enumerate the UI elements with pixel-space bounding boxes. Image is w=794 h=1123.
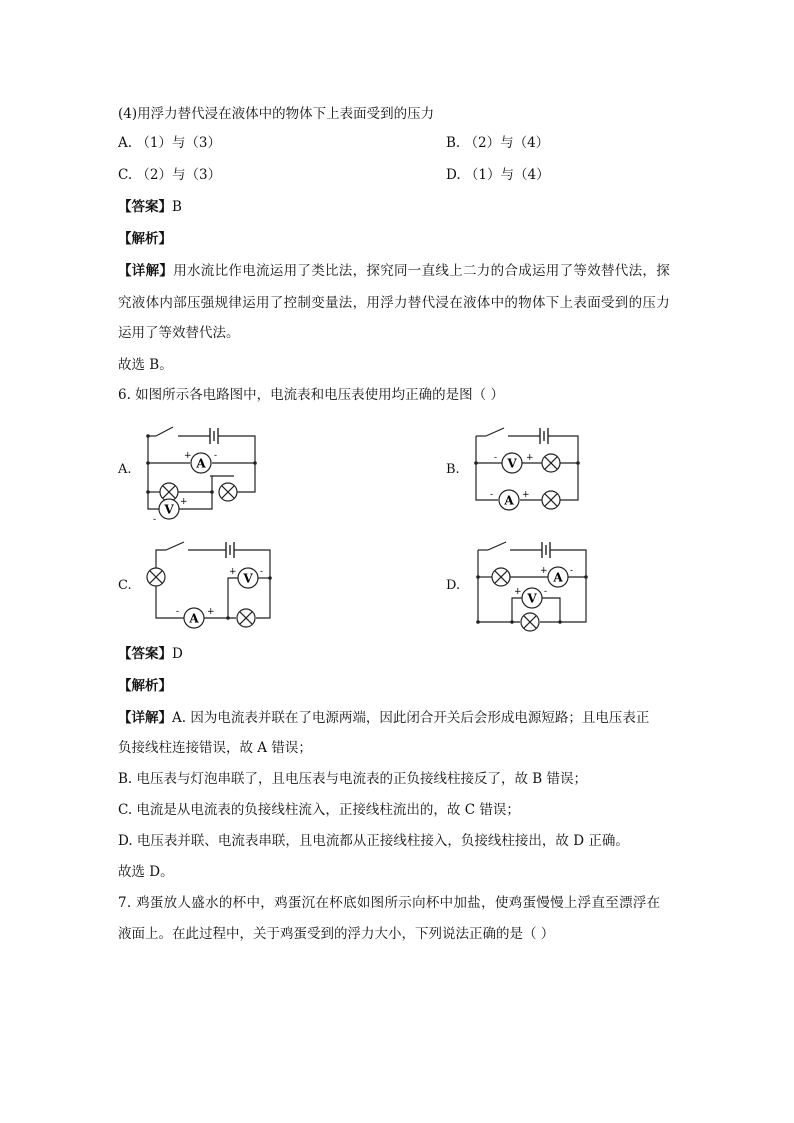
answer-value: B — [172, 199, 182, 215]
circuit-diagram-b — [468, 418, 588, 518]
circuit-diagram-a — [140, 418, 265, 524]
q6-label-d: D. — [446, 578, 461, 593]
lamp-icon — [492, 568, 510, 586]
lamp-icon — [147, 568, 165, 586]
svg-text:+: + — [180, 497, 188, 507]
svg-text:V: V — [507, 456, 517, 471]
q5-detail-line-3: 运用了等效替代法。 — [118, 325, 240, 341]
switch-icon — [488, 542, 506, 550]
svg-text:-: - — [214, 451, 218, 461]
battery-icon — [542, 542, 550, 558]
svg-text:V: V — [243, 571, 253, 586]
svg-text:+: + — [229, 567, 237, 577]
q6-label-c: C. — [118, 578, 132, 593]
switch-icon — [486, 428, 504, 436]
svg-text:-: - — [176, 607, 180, 617]
ammeter-icon — [184, 451, 217, 473]
q6-choose: 故选 D。 — [118, 864, 174, 880]
q5-option-c: C. （2）与（3） — [118, 167, 222, 183]
svg-text:+: + — [207, 607, 215, 617]
q6-detail-line-3: B. 电压表与灯泡串联了，且电压表与电流表的正负接线柱接反了，故 B 错误； — [118, 771, 588, 787]
circuit-diagram-c — [140, 530, 275, 635]
svg-text:A: A — [196, 456, 206, 471]
q6-label-a: A. — [118, 462, 132, 477]
q5-stem-4: (4)用浮力替代浸在液体中的物体下上表面受到的压力 — [118, 106, 435, 122]
svg-text:A: A — [553, 570, 563, 585]
q5-option-a: A. （1）与（3） — [118, 135, 222, 151]
q6-detail-line-2: 负接线柱连接错误，故 A 错误； — [118, 740, 312, 756]
q5-detail-line-2: 究液体内部压强规律运用了控制变量法，用浮力替代浸在液体中的物体下上表面受到的压力 — [118, 295, 670, 311]
lamp-icon — [237, 609, 255, 627]
answer-tag: 【答案】 — [118, 199, 172, 215]
svg-text:+: + — [514, 587, 522, 597]
voltmeter-icon — [153, 497, 188, 524]
analysis-tag: 【解析】 — [118, 231, 172, 247]
lamp-icon — [542, 454, 560, 472]
lamp-icon — [219, 483, 237, 501]
svg-text:-: - — [494, 453, 498, 463]
analysis-tag: 【解析】 — [118, 678, 172, 694]
q5-analysis-tag — [118, 229, 172, 249]
svg-text:-: - — [544, 587, 548, 597]
q6-answer — [118, 644, 183, 664]
svg-text:-: - — [153, 515, 157, 524]
q7-stem-line-2: 液面上。在此过程中，关于鸡蛋受到的浮力大小，下列说法正确的是（ ） — [118, 926, 555, 942]
svg-text:-: - — [260, 567, 264, 577]
svg-text:A: A — [189, 611, 199, 626]
detail-text: A. 因为电流表并联在了电源两端，因此闭合开关后会形成电源短路；且电压表正 — [172, 710, 650, 726]
battery-icon — [210, 428, 218, 444]
q6-detail-line-4: C. 电流是从电流表的负接线柱流入，正接线柱流出的，故 C 错误； — [118, 802, 520, 818]
svg-text:+: + — [184, 451, 192, 461]
battery-icon — [540, 428, 548, 444]
battery-icon — [226, 542, 234, 558]
q5-option-b: B. （2）与（4） — [446, 135, 550, 151]
answer-tag: 【答案】 — [118, 646, 172, 662]
circuit-diagram-d — [468, 530, 598, 640]
svg-text:V: V — [527, 591, 537, 606]
svg-text:A: A — [504, 493, 514, 508]
q5-choose: 故选 B。 — [118, 357, 173, 373]
switch-icon — [166, 542, 184, 550]
lamp-icon — [521, 613, 539, 631]
q6-detail-line-5: D. 电压表并联、电流表串联，且电流都从正接线柱接入，负接线柱接出，故 D 正确。 — [118, 833, 629, 849]
q7-stem-line-1: 7. 鸡蛋放人盛水的杯中，鸡蛋沉在杯底如图所示向杯中加盐，使鸡蛋慢慢上浮直至漂浮在 — [118, 895, 661, 911]
q5-detail-line-1 — [118, 261, 670, 281]
q5-answer — [118, 197, 182, 217]
q6-analysis-tag — [118, 676, 172, 696]
svg-text:+: + — [540, 566, 548, 576]
svg-text:+: + — [522, 490, 530, 500]
detail-tag: 【详解】 — [118, 263, 174, 279]
q6-detail-line-1 — [118, 708, 649, 728]
q6-label-b: B. — [446, 462, 460, 477]
svg-text:+: + — [526, 453, 534, 463]
q6-stem: 6. 如图所示各电路图中，电流表和电压表使用均正确的是图（ ） — [118, 387, 504, 403]
lamp-icon — [160, 483, 178, 501]
answer-value: D — [172, 646, 183, 662]
q5-option-d: D. （1）与（4） — [446, 167, 550, 183]
lamp-icon — [542, 491, 560, 509]
svg-text:-: - — [490, 490, 494, 500]
switch-icon — [156, 427, 173, 436]
detail-text: 用水流比作电流运用了类比法，探究同一直线上二力的合成运用了等效替代法，探 — [173, 263, 671, 279]
detail-tag: 【详解】 — [118, 710, 172, 726]
svg-text:V: V — [164, 502, 174, 517]
svg-text:-: - — [570, 566, 574, 576]
